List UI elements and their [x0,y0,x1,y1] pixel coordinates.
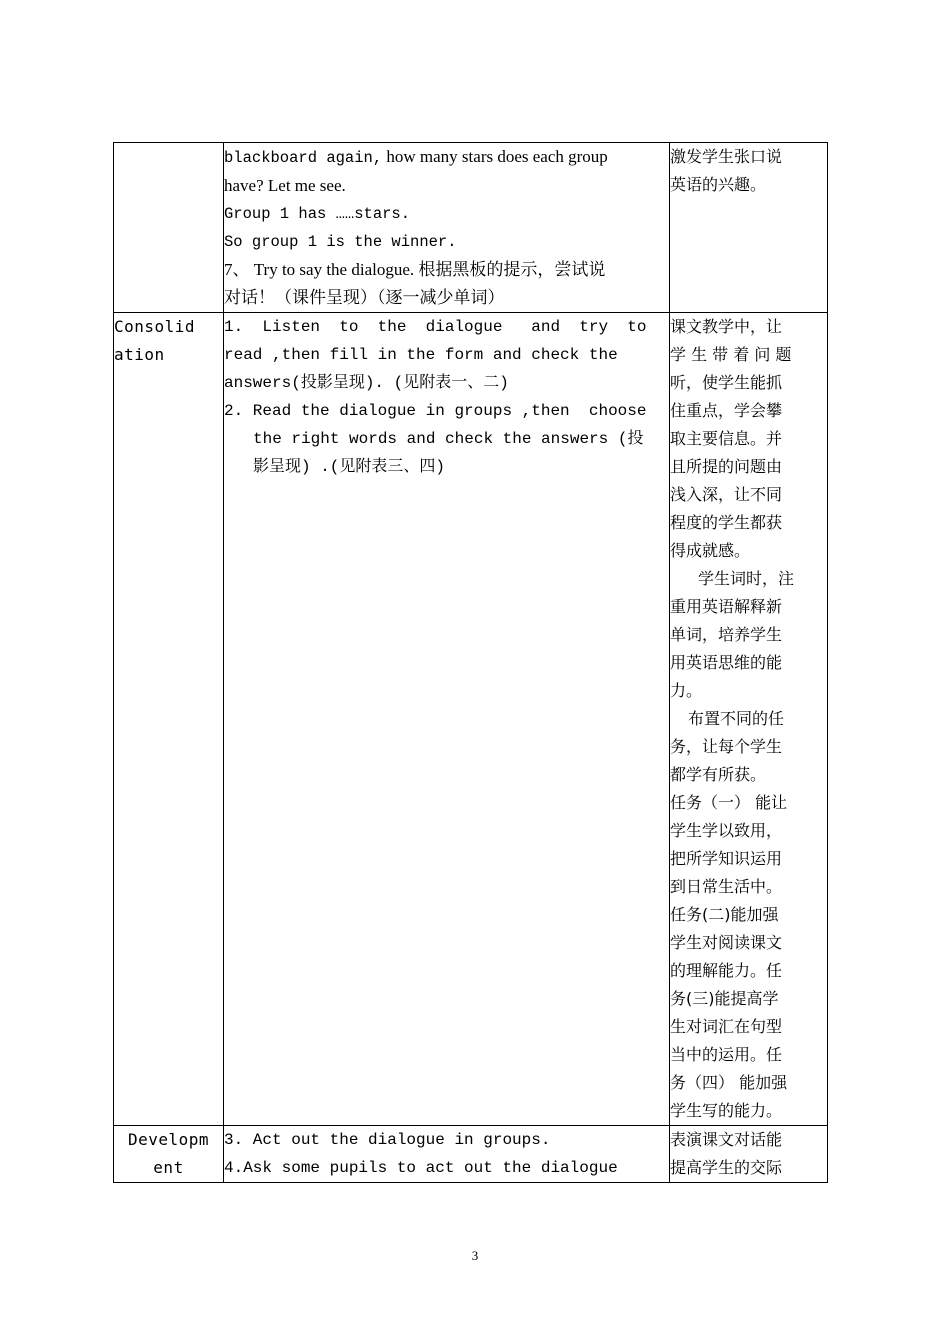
purpose-line: 学生对阅读课文 [670,933,783,952]
purpose-line: 表演课文对话能 [670,1130,783,1149]
purpose-line: 到日常生活中。 [670,877,783,896]
step-line: 对话！（课件呈现）（逐一减少单词） [224,288,505,307]
purpose-line: 学生学以致用， [670,821,783,840]
purpose-line: 布置不同的任 [688,709,785,728]
purpose-line: 用英语思维的能 [670,653,783,672]
stage-label: Consolid [114,317,196,336]
purpose-line: 得成就感。 [670,541,751,560]
purpose-line: 且所提的问题由 [670,457,783,476]
purpose-line: 取主要信息。并 [670,429,783,448]
stage-cell-development [114,1126,224,1183]
purpose-line: 学 生 带 着 问 题 [670,345,792,364]
stage-cell-consolidation [114,313,224,1126]
stage-cell [114,143,224,313]
lesson-plan-table [113,142,828,1183]
page-number: 3 [471,1248,479,1263]
purpose-line: 提高学生的交际 [670,1158,783,1177]
steps-cell [224,143,670,313]
purpose-line: 生对词汇在句型 [670,1017,783,1036]
step-line: 4.Ask some pupils to act out the dialogue [224,1159,618,1177]
purpose-line: 当中的运用。任 [670,1045,783,1064]
purpose-line: 程度的学生都获 [670,513,783,532]
steps-cell [224,313,670,1126]
purpose-line: 任务(二)能加强 [670,905,779,924]
step-line: 1. Listen to the dialogue and try to [224,318,647,336]
purpose-line: 务(三)能提高学 [670,989,779,1008]
step-line: blackboard again, how many stars does each group [224,147,608,167]
step-line: So group 1 is the winner. [224,233,457,251]
step-line: read ,then fill in the form and check the [224,346,618,364]
stage-label: Developm [127,1130,210,1149]
purpose-cell [670,1126,828,1183]
step-line: 影呈现) .(见附表三、四) [253,458,446,476]
step-line: Group 1 has ……stars. [224,205,411,223]
stage-label: ation [114,345,165,364]
purpose-line: 学生写的能力。 [670,1101,783,1120]
purpose-line: 务，让每个学生 [670,737,783,756]
table-row [114,313,828,1126]
purpose-line: 把所学知识运用 [670,849,783,868]
purpose-line: 单词，培养学生 [670,625,783,644]
purpose-cell [670,143,828,313]
table-row [114,143,828,313]
step-line: the right words and check the answers (投 [253,430,644,448]
purpose-line: 课文教学中，让 [670,317,783,336]
stage-label: ent [153,1158,184,1177]
step-line: 7、 Try to say the dialogue. 根据黑板的提示，尝试说 [224,260,606,279]
step-line: answers(投影呈现). (见附表一、二) [224,374,509,392]
purpose-line: 浅入深，让不同 [670,485,783,504]
purpose-line: 住重点，学会攀 [670,401,783,420]
step-line: have? Let me see. [224,176,346,195]
purpose-line: 的理解能力。任 [670,961,783,980]
purpose-line: 务（四） 能加强 [670,1073,788,1092]
purpose-cell [670,313,828,1126]
purpose-line: 学生词时，注 [698,569,795,588]
purpose-line: 英语的兴趣。 [670,175,767,194]
purpose-line: 力。 [670,681,703,700]
steps-cell [224,1126,670,1183]
purpose-line: 激发学生张口说 [670,147,783,166]
purpose-line: 任务（一） 能让 [670,793,788,812]
purpose-line: 重用英语解释新 [670,597,783,616]
table-row [114,1126,828,1183]
purpose-line: 都学有所获。 [670,765,767,784]
step-line: 3. Act out the dialogue in groups. [224,1131,551,1149]
purpose-line: 听，使学生能抓 [670,373,783,392]
step-line: 2. Read the dialogue in groups ,then choose [224,402,647,420]
